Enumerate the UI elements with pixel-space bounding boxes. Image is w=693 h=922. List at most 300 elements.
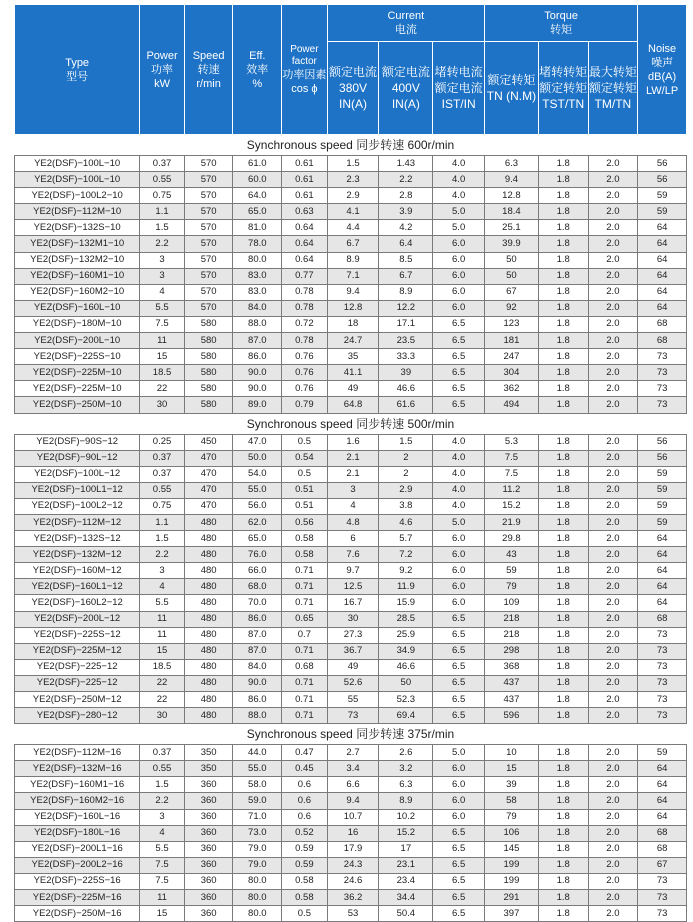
table-cell: 73 <box>638 692 687 708</box>
table-cell: 570 <box>184 252 233 268</box>
header-noise: Noise 噪声 dB(A) LW/LP <box>638 5 687 135</box>
table-cell: 1.8 <box>538 365 588 381</box>
table-cell: 7.5 <box>485 450 539 466</box>
table-row <box>15 156 687 172</box>
table-cell: 44.0 <box>233 745 282 761</box>
table-cell: 81.0 <box>233 220 282 236</box>
table-cell: 73 <box>638 643 687 659</box>
table-cell: YE2(DSF)−160L−16 <box>15 809 140 825</box>
table-cell: 6.5 <box>433 825 485 841</box>
table-cell: 0.45 <box>282 761 328 777</box>
table-cell: 56 <box>638 156 687 172</box>
table-cell: 4 <box>140 825 185 841</box>
table-cell: 2.0 <box>588 547 638 563</box>
table-cell: 437 <box>485 692 539 708</box>
table-cell: 1.8 <box>538 809 588 825</box>
table-cell: 34.9 <box>379 643 433 659</box>
table-cell: 46.6 <box>379 381 433 397</box>
table-cell: 362 <box>485 381 539 397</box>
table-cell: 15.2 <box>485 498 539 514</box>
table-cell: 2.0 <box>588 857 638 873</box>
table-cell: 15.9 <box>379 595 433 611</box>
table-row <box>15 857 687 873</box>
table-cell: 16 <box>327 825 379 841</box>
table-cell: 1.5 <box>379 434 433 450</box>
table-cell: 1.8 <box>538 300 588 316</box>
table-cell: 0.65 <box>282 611 328 627</box>
table-cell: 59 <box>638 482 687 498</box>
table-cell: YE2(DSF)−225M−12 <box>15 643 140 659</box>
table-cell: 0.64 <box>282 252 328 268</box>
table-cell: 11 <box>140 611 185 627</box>
table-cell: 2.8 <box>379 188 433 204</box>
table-cell: 35 <box>327 349 379 365</box>
table-cell: YE2(DSF)−160M−12 <box>15 563 140 579</box>
table-cell: 360 <box>184 857 233 873</box>
table-cell: 6.0 <box>433 563 485 579</box>
table-cell: YE2(DSF)−90S−12 <box>15 434 140 450</box>
table-row <box>15 793 687 809</box>
table-cell: 9.7 <box>327 563 379 579</box>
table-cell: 3.2 <box>379 761 433 777</box>
table-cell: YE2(DSF)−225M−10 <box>15 365 140 381</box>
table-cell: 6.0 <box>433 252 485 268</box>
table-cell: 1.6 <box>327 434 379 450</box>
table-row <box>15 365 687 381</box>
table-cell: 4.1 <box>327 204 379 220</box>
table-cell: 6.5 <box>433 708 485 724</box>
table-cell: 4 <box>140 579 185 595</box>
table-cell: 570 <box>184 220 233 236</box>
table-cell: 7.5 <box>140 873 185 889</box>
table-cell: 1.8 <box>538 349 588 365</box>
table-cell: 1.8 <box>538 498 588 514</box>
table-cell: 50 <box>485 252 539 268</box>
table-cell: 9.4 <box>327 793 379 809</box>
table-cell: YE2(DSF)−225M−10 <box>15 381 140 397</box>
table-cell: 3 <box>327 482 379 498</box>
table-cell: 1.8 <box>538 595 588 611</box>
header-max-torque-ratio: 最大转矩额定转矩 TM/TN <box>588 42 638 135</box>
table-cell: 50 <box>485 268 539 284</box>
table-cell: 64.8 <box>327 397 379 413</box>
table-cell: 1.43 <box>379 156 433 172</box>
table-cell: 480 <box>184 547 233 563</box>
table-cell: 0.58 <box>282 547 328 563</box>
table-cell: 18.5 <box>140 659 185 675</box>
table-cell: 0.37 <box>140 450 185 466</box>
table-row <box>15 172 687 188</box>
table-cell: YE2(DSF)−100L2−12 <box>15 498 140 514</box>
table-cell: 3 <box>140 809 185 825</box>
table-cell: 16.7 <box>327 595 379 611</box>
table-cell: 73 <box>638 873 687 889</box>
table-cell: 2.0 <box>588 333 638 349</box>
table-cell: 2.0 <box>588 466 638 482</box>
table-cell: 83.0 <box>233 284 282 300</box>
table-cell: YE2(DSF)−160M1−10 <box>15 268 140 284</box>
header-rated-torque: 额定转矩 TN (N.M) <box>485 42 539 135</box>
table-cell: 470 <box>184 450 233 466</box>
table-cell: YE2(DSF)−160L1−12 <box>15 579 140 595</box>
table-cell: 580 <box>184 333 233 349</box>
table-cell: 5.3 <box>485 434 539 450</box>
table-row <box>15 643 687 659</box>
table-cell: 1.8 <box>538 381 588 397</box>
table-cell: 69.4 <box>379 708 433 724</box>
table-cell: 0.55 <box>140 761 185 777</box>
table-cell: 580 <box>184 381 233 397</box>
table-cell: 480 <box>184 514 233 530</box>
table-cell: 6.5 <box>433 316 485 332</box>
table-cell: 2.0 <box>588 890 638 906</box>
table-cell: 0.71 <box>282 692 328 708</box>
table-cell: 15 <box>485 761 539 777</box>
table-cell: 6.0 <box>433 793 485 809</box>
table-row <box>15 450 687 466</box>
table-cell: 59.0 <box>233 793 282 809</box>
table-cell: 0.51 <box>282 482 328 498</box>
table-cell: 2.2 <box>140 793 185 809</box>
table-cell: 1.8 <box>538 659 588 675</box>
table-cell: 73 <box>638 890 687 906</box>
table-row <box>15 563 687 579</box>
table-cell: 360 <box>184 777 233 793</box>
table-cell: 23.1 <box>379 857 433 873</box>
table-cell: 2.0 <box>588 611 638 627</box>
table-cell: 1.8 <box>538 841 588 857</box>
table-cell: 59 <box>638 188 687 204</box>
table-cell: 0.76 <box>282 365 328 381</box>
table-cell: 368 <box>485 659 539 675</box>
table-cell: 11.9 <box>379 579 433 595</box>
table-cell: YE2(DSF)−132S−12 <box>15 531 140 547</box>
table-cell: 0.6 <box>282 793 328 809</box>
table-cell: 1.8 <box>538 172 588 188</box>
table-cell: 6.5 <box>433 333 485 349</box>
table-row <box>15 547 687 563</box>
table-cell: 1.8 <box>538 434 588 450</box>
table-cell: 0.5 <box>282 906 328 922</box>
table-cell: 1.8 <box>538 675 588 691</box>
table-cell: 580 <box>184 349 233 365</box>
table-cell: 360 <box>184 793 233 809</box>
table-cell: 64 <box>638 809 687 825</box>
table-cell: 0.79 <box>282 397 328 413</box>
table-cell: 6.7 <box>327 236 379 252</box>
table-cell: 1.8 <box>538 761 588 777</box>
table-cell: 68 <box>638 333 687 349</box>
table-cell: 59 <box>638 498 687 514</box>
table-cell: 109 <box>485 595 539 611</box>
table-cell: 68.0 <box>233 579 282 595</box>
table-cell: 2.0 <box>588 172 638 188</box>
table-cell: 0.71 <box>282 643 328 659</box>
table-cell: 0.5 <box>282 466 328 482</box>
table-cell: 2.0 <box>588 450 638 466</box>
table-cell: 52.3 <box>379 692 433 708</box>
table-cell: 9.4 <box>485 172 539 188</box>
table-cell: 46.6 <box>379 659 433 675</box>
table-cell: 80.0 <box>233 906 282 922</box>
table-cell: 73 <box>638 397 687 413</box>
table-cell: YE2(DSF)−132M2−10 <box>15 252 140 268</box>
table-row <box>15 333 687 349</box>
table-cell: 8.9 <box>327 252 379 268</box>
table-cell: 3.4 <box>327 761 379 777</box>
table-cell: 570 <box>184 284 233 300</box>
table-cell: 6.5 <box>433 397 485 413</box>
table-cell: 1.8 <box>538 482 588 498</box>
table-cell: 9.2 <box>379 563 433 579</box>
table-row <box>15 659 687 675</box>
table-cell: 66.0 <box>233 563 282 579</box>
table-cell: 41.1 <box>327 365 379 381</box>
table-cell: 2.0 <box>588 220 638 236</box>
section-title: Synchronous speed 同步转速 375r/min <box>15 724 687 745</box>
table-cell: 360 <box>184 873 233 889</box>
table-cell: 64 <box>638 761 687 777</box>
table-cell: 1.8 <box>538 579 588 595</box>
table-cell: 0.75 <box>140 498 185 514</box>
table-cell: 0.78 <box>282 300 328 316</box>
table-cell: 0.6 <box>282 777 328 793</box>
table-cell: 88.0 <box>233 708 282 724</box>
table-row <box>15 531 687 547</box>
table-cell: 73 <box>638 627 687 643</box>
table-cell: 22 <box>140 692 185 708</box>
table-cell: 55 <box>327 692 379 708</box>
table-cell: 64.0 <box>233 188 282 204</box>
header-power: Power 功率 kW <box>140 5 185 135</box>
table-cell: 59 <box>485 563 539 579</box>
table-cell: 70.0 <box>233 595 282 611</box>
table-row <box>15 397 687 413</box>
table-cell: 1.1 <box>140 204 185 220</box>
table-cell: 0.63 <box>282 204 328 220</box>
table-cell: YE2(DSF)−132M1−10 <box>15 236 140 252</box>
table-cell: 570 <box>184 300 233 316</box>
table-cell: 1.8 <box>538 627 588 643</box>
table-cell: 350 <box>184 745 233 761</box>
table-cell: 2.0 <box>588 579 638 595</box>
table-cell: 1.8 <box>538 333 588 349</box>
table-cell: 59 <box>638 204 687 220</box>
table-cell: 6.5 <box>433 873 485 889</box>
table-cell: 2.0 <box>588 777 638 793</box>
table-cell: 12.8 <box>485 188 539 204</box>
table-cell: YE2(DSF)−250M−16 <box>15 906 140 922</box>
table-cell: 6.0 <box>433 236 485 252</box>
table-cell: 23.4 <box>379 873 433 889</box>
table-cell: 90.0 <box>233 675 282 691</box>
table-row <box>15 841 687 857</box>
table-cell: 6.0 <box>433 777 485 793</box>
table-cell: 247 <box>485 349 539 365</box>
table-cell: 4.0 <box>433 450 485 466</box>
table-cell: 2.0 <box>588 284 638 300</box>
table-cell: 2.0 <box>588 627 638 643</box>
table-cell: 5.0 <box>433 220 485 236</box>
table-cell: 470 <box>184 482 233 498</box>
table-cell: 22 <box>140 675 185 691</box>
table-cell: 62.0 <box>233 514 282 530</box>
section-title: Synchronous speed 同步转速 500r/min <box>15 413 687 434</box>
table-cell: YE2(DSF)−112M−12 <box>15 514 140 530</box>
table-cell: 2.0 <box>588 708 638 724</box>
table-cell: 2.0 <box>588 236 638 252</box>
table-cell: 2.0 <box>588 906 638 922</box>
table-cell: YE2(DSF)−132S−10 <box>15 220 140 236</box>
table-cell: 1.8 <box>538 284 588 300</box>
table-cell: 0.37 <box>140 745 185 761</box>
table-cell: 2.0 <box>588 188 638 204</box>
table-cell: 7.6 <box>327 547 379 563</box>
table-cell: 47.0 <box>233 434 282 450</box>
table-cell: 64 <box>638 595 687 611</box>
table-cell: 1.8 <box>538 236 588 252</box>
section-title-row <box>15 724 687 745</box>
table-cell: 73 <box>638 708 687 724</box>
table-cell: 1.8 <box>538 643 588 659</box>
table-cell: 79.0 <box>233 857 282 873</box>
table-cell: 29.8 <box>485 531 539 547</box>
table-cell: 0.47 <box>282 745 328 761</box>
table-cell: 0.61 <box>282 156 328 172</box>
table-cell: 360 <box>184 890 233 906</box>
table-cell: 397 <box>485 906 539 922</box>
table-cell: 1.8 <box>538 825 588 841</box>
table-cell: 28.5 <box>379 611 433 627</box>
table-cell: 17.9 <box>327 841 379 857</box>
table-cell: 199 <box>485 857 539 873</box>
table-cell: 2.0 <box>588 397 638 413</box>
table-cell: 64 <box>638 777 687 793</box>
table-row <box>15 252 687 268</box>
table-cell: 64 <box>638 220 687 236</box>
table-cell: 49 <box>327 381 379 397</box>
table-cell: 39 <box>379 365 433 381</box>
table-cell: YE2(DSF)−225S−10 <box>15 349 140 365</box>
table-cell: 0.75 <box>140 188 185 204</box>
table-cell: 494 <box>485 397 539 413</box>
table-cell: 0.68 <box>282 659 328 675</box>
table-row <box>15 268 687 284</box>
table-cell: 56 <box>638 450 687 466</box>
table-cell: 298 <box>485 643 539 659</box>
table-cell: 0.71 <box>282 675 328 691</box>
table-cell: 0.55 <box>140 482 185 498</box>
table-cell: 59 <box>638 466 687 482</box>
table-row <box>15 381 687 397</box>
table-cell: 34.4 <box>379 890 433 906</box>
table-cell: 53 <box>327 906 379 922</box>
table-cell: 1.5 <box>140 777 185 793</box>
table-cell: YE2(DSF)−200L1−16 <box>15 841 140 857</box>
table-cell: 2.2 <box>140 236 185 252</box>
table-row <box>15 675 687 691</box>
table-cell: 5.5 <box>140 300 185 316</box>
table-cell: 52.6 <box>327 675 379 691</box>
table-cell: YE2(DSF)−112M−10 <box>15 204 140 220</box>
table-cell: 1.8 <box>538 466 588 482</box>
header-current-400v: 额定电流 400V IN(A) <box>379 42 433 135</box>
table-cell: 68 <box>638 611 687 627</box>
table-cell: 7.5 <box>485 466 539 482</box>
table-row <box>15 284 687 300</box>
table-cell: 61.0 <box>233 156 282 172</box>
table-cell: 1.8 <box>538 611 588 627</box>
table-cell: 3.8 <box>379 498 433 514</box>
table-cell: 1.8 <box>538 514 588 530</box>
table-cell: 1.8 <box>538 692 588 708</box>
table-cell: 2.0 <box>588 841 638 857</box>
table-cell: 480 <box>184 708 233 724</box>
table-cell: 12.8 <box>327 300 379 316</box>
table-cell: 1.8 <box>538 793 588 809</box>
table-cell: 11 <box>140 627 185 643</box>
header-type: Type 型号 <box>15 5 140 135</box>
table-cell: 80.0 <box>233 252 282 268</box>
table-cell: 2.0 <box>588 745 638 761</box>
table-cell: 64 <box>638 284 687 300</box>
table-cell: 0.37 <box>140 156 185 172</box>
table-cell: 480 <box>184 643 233 659</box>
table-header <box>15 5 687 135</box>
table-cell: 27.3 <box>327 627 379 643</box>
table-cell: YE2(DSF)−100L−12 <box>15 466 140 482</box>
table-row <box>15 316 687 332</box>
table-cell: 67 <box>638 857 687 873</box>
table-cell: 4.2 <box>379 220 433 236</box>
table-cell: 5.0 <box>433 514 485 530</box>
table-cell: 6.0 <box>433 268 485 284</box>
table-cell: 0.58 <box>282 873 328 889</box>
table-cell: 1.8 <box>538 188 588 204</box>
table-cell: 88.0 <box>233 316 282 332</box>
table-cell: 55.0 <box>233 761 282 777</box>
table-cell: 1.5 <box>140 531 185 547</box>
table-cell: YE2(DSF)−132M−12 <box>15 547 140 563</box>
table-cell: 21.9 <box>485 514 539 530</box>
table-cell: 4.0 <box>433 156 485 172</box>
table-cell: 2.0 <box>588 675 638 691</box>
table-cell: 2.0 <box>588 316 638 332</box>
motor-spec-table <box>14 4 687 922</box>
table-cell: 6.5 <box>433 627 485 643</box>
table-cell: 1.8 <box>538 745 588 761</box>
table-cell: 6.7 <box>379 268 433 284</box>
table-cell: 6.0 <box>433 284 485 300</box>
header-locked-torque-ratio: 堵转转矩额定转矩 TST/TN <box>538 42 588 135</box>
table-cell: 80.0 <box>233 873 282 889</box>
table-cell: 6.3 <box>379 777 433 793</box>
table-cell: 480 <box>184 531 233 547</box>
table-cell: 1.8 <box>538 316 588 332</box>
table-cell: 8.9 <box>379 793 433 809</box>
table-cell: YE2(DSF)−280−12 <box>15 708 140 724</box>
table-cell: 22 <box>140 381 185 397</box>
table-cell: YE2(DSF)−225S−16 <box>15 873 140 889</box>
table-cell: 0.64 <box>282 236 328 252</box>
table-cell: 59 <box>638 514 687 530</box>
table-cell: 87.0 <box>233 627 282 643</box>
table-cell: 350 <box>184 761 233 777</box>
table-cell: 50.4 <box>379 906 433 922</box>
table-cell: 84.0 <box>233 659 282 675</box>
table-cell: 10.7 <box>327 809 379 825</box>
table-cell: 570 <box>184 268 233 284</box>
